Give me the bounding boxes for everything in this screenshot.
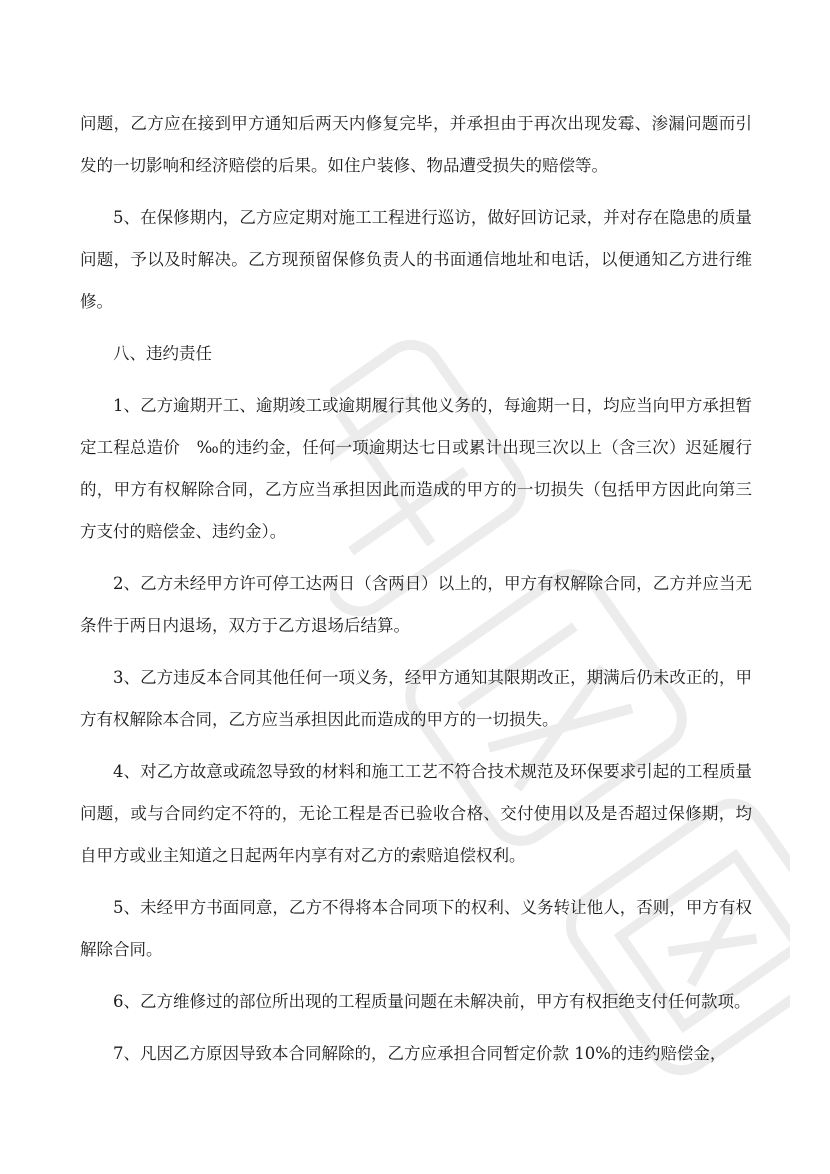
paragraph-breach-1: 1、乙方逾期开工、逾期竣工或逾期履行其他义务的，每逾期一日，均应当向甲方承担暂定工程总造价 ‰的违约金，任何一项逾期达七日或累计出现三次以上（含三次）迟延履行的，甲方有权解除合同，乙方应当承担因此而造成的甲方的一切损失（包括甲方因此向第三方支付的赔偿金、违约金）。 <box>80 396 752 541</box>
paragraph-continuation: 问题，乙方应在接到甲方通知后两天内修复完毕，并承担由于再次出现发霉、渗漏问题而引发的一切影响和经济赔偿的后果。如住户装修、物品遭受损失的赔偿等。 <box>80 114 752 175</box>
paragraph-breach-3: 3、乙方违反本合同其他任何一项义务，经甲方通知其限期改正，期满后仍未改正的，甲方有权解除本合同，乙方应当承担因此而造成的甲方的一切损失。 <box>80 668 752 729</box>
paragraph-breach-6: 6、乙方维修过的部位所出现的工程质量问题在未解决前，甲方有权拒绝支付任何款项。 <box>113 992 751 1011</box>
paragraph-clause-5-warranty: 5、在保修期内，乙方应定期对施工工程进行巡访，做好回访记录，并对存在隐患的质量问题，予以及时解决。乙方现预留保修负责人的书面通信地址和电话，以便通知乙方进行维修。 <box>80 208 752 311</box>
document-body <box>80 103 752 1085</box>
paragraph-breach-2: 2、乙方未经甲方许可停工达两日（含两日）以上的，甲方有权解除合同，乙方并应当无条件于两日内退场，双方于乙方退场后结算。 <box>80 574 752 635</box>
paragraph-breach-4: 4、对乙方故意或疏忽导致的材料和施工工艺不符合技术规范及环保要求引起的工程质量问题，或与合同约定不符的，无论工程是否已验收合格、交付使用以及是否超过保修期，均自甲方或业主知道之日起两年内享有对乙方的索赔追偿权利。 <box>80 762 752 865</box>
paragraph-breach-7: 7、凡因乙方原因导致本合同解除的，乙方应承担合同暂定价款 10%的违约赔偿金， <box>113 1044 727 1063</box>
paragraph-breach-5: 5、未经甲方书面同意，乙方不得将本合同项下的权利、义务转让他人，否则，甲方有权解除合同。 <box>80 898 752 959</box>
section-heading-breach: 八、违约责任 <box>113 344 212 363</box>
